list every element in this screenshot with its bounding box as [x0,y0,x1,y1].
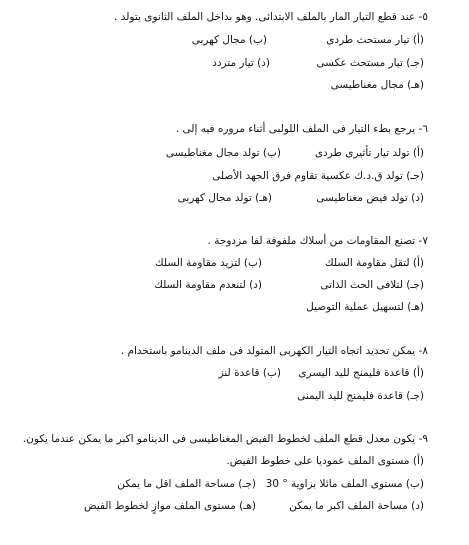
question-5-option-d[interactable]: (د) تيار متردد [212,57,270,69]
question-9-option-e[interactable]: (هـ) مستوى الملف موازٍ لخطوط الفيض [83,500,256,512]
question-8-option-a[interactable]: (أ) قاعدة فليمنج لليد اليسرى [298,367,424,379]
question-5-option-b[interactable]: (ب) مجال كهربى [191,34,267,46]
question-8-option-c[interactable]: (جـ) قاعدة فليمنج لليد اليمنى [297,390,424,402]
question-7-option-b[interactable]: (ب) لتزيد مقاومة السلك [155,257,262,269]
question-9-stem: ٩- يكون معدل قطع الملف لخطوط الفيض المغناطيسى فى الدينامو اكبر ما يمكن عندما يكون. [22,433,428,445]
question-5-option-e[interactable]: (هـ) مجال مغناطيسى [330,79,424,91]
question-5-stem: ٥- عند قطع التيار المار بالملف الابتدائى. وهو بداخل الملف الثانوى يتولد . [114,11,428,23]
question-7-option-c[interactable]: (جـ) لتلافى الحث الذاتى [320,279,424,291]
question-6-option-d[interactable]: (د) تولد فيض مغناطيسى [316,192,424,204]
question-9-option-a[interactable]: (أ) مستوى الملف عموديا على خطوط الفيض. [226,455,424,467]
question-9-option-b[interactable]: (ب) مستوى الملف مائلا بزاوية ° 30 [265,478,424,490]
question-5-option-a[interactable]: (أ) تيار مستحث طردى [326,34,424,46]
question-6-option-c[interactable]: (جـ) تولد ق.د.ك عكسية تقاوم فرق الجهد الأصلى [212,170,424,182]
question-6-option-a[interactable]: (أ) تولد تيار تأثيرى طردى [314,147,424,159]
question-8-option-b[interactable]: (ب) قاعدة لنز [218,367,281,379]
question-7-option-a[interactable]: (أ) لتقل مقاومة السلك [324,257,424,269]
question-8-stem: ٨- يمكن تحديد اتجاه التيار الكهربى المتولد فى ملف الدينامو باستخدام . [120,345,428,357]
question-9-option-d[interactable]: (د) مساحة الملف اكبر ما يمكن [289,500,424,512]
question-6-stem: ٦- يرجع بطء التيار فى الملف اللولبى أثناء مروره فيه إلى . [175,123,428,135]
question-5-option-c[interactable]: (جـ) تيار مستحث عكسى [316,57,424,69]
question-7-stem: ٧- تصنع المقاومات من أسلاك ملفوفة لفا مزدوجة . [207,235,428,247]
question-7-option-e[interactable]: (هـ) لتسهيل عملية التوصيل [306,301,424,313]
question-7-option-d[interactable]: (د) لتنعدم مقاومة السلك [154,279,262,291]
question-9-option-c[interactable]: (جـ) مساحة الملف اقل ما يمكن [117,478,256,490]
question-6-option-e[interactable]: (هـ) تولد مجال كهربى [177,192,272,204]
question-6-option-b[interactable]: (ب) تولد مجال مغناطيسى [165,147,281,159]
